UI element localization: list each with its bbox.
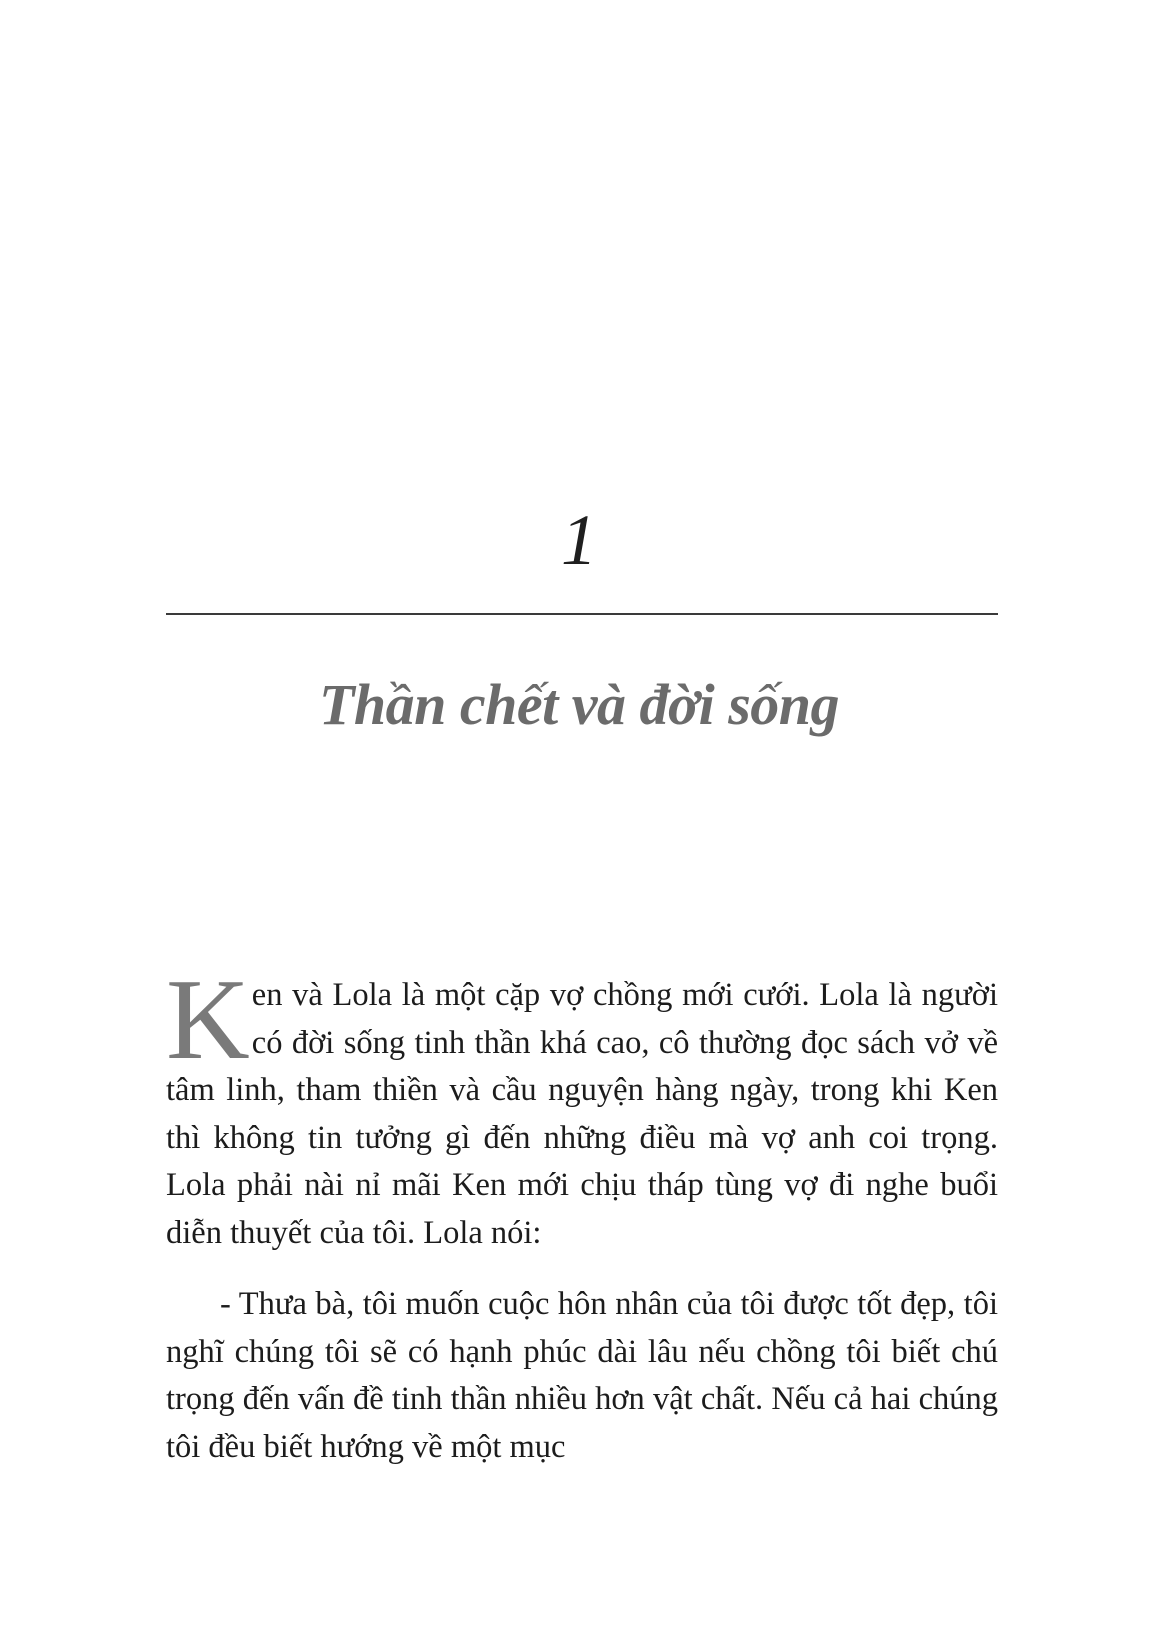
paragraph-opening-text: en và Lola là một cặp vợ chồng mới cưới. Lola là người có đời sống tinh thần khá cao, cô thường đọc sách vở về tâm linh, tham thiền và cầu nguyện hàng ngày, trong khi Ken thì không tin tưởng gì đến những điều mà vợ anh coi trọng. Lola phải nài nỉ mãi Ken mới chịu tháp tùng vợ đi nghe buổi diễn thuyết của tôi. Lola nói:: [166, 977, 998, 1251]
chapter-divider: [166, 613, 998, 615]
paragraph-opening: [166, 956, 998, 1257]
chapter-title: Thần chết và đời sống: [318, 672, 840, 737]
drop-cap: K: [166, 956, 250, 1084]
chapter-number: 1: [561, 500, 597, 580]
chapter-body: [166, 956, 998, 1471]
paragraph-dialogue: - Thưa bà, tôi muốn cuộc hôn nhân của tôi được tốt đẹp, tôi nghĩ chúng tôi sẽ có hạnh phúc dài lâu nếu chồng tôi biết chú trọng đến vấn đề tinh thần nhiều hơn vật chất. Nếu cả hai chúng tôi đều biết hướng về một mục: [166, 1286, 998, 1465]
